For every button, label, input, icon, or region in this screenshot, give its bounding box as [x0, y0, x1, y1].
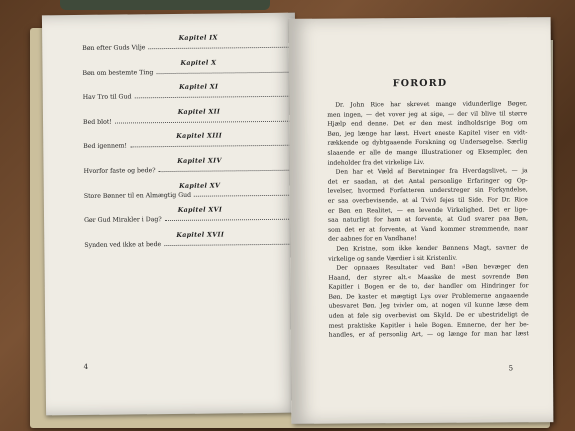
- text-line: rækkende og dybtgaaende Forskning og Undersøgelse. Særlig: [327, 138, 528, 148]
- leader-dots: [148, 47, 303, 50]
- table-of-contents: [82, 32, 316, 256]
- text-line: men ingen, — det vover jeg at sige, — der vil blive til større: [327, 109, 528, 119]
- text-line: Hjælp end denne. Det er den mest indholdsrige Bog om: [327, 119, 528, 128]
- foreword-text: [327, 99, 529, 340]
- chapter-title: Hvorfor faste og bede?: [83, 167, 156, 175]
- chapter-title: Bed blot!: [82, 118, 112, 126]
- text-line: ubesvaret Bøn. Jeg tvivler om, at nogen vil kunne læse dem: [328, 301, 529, 311]
- chapter-title: Store Bønner til en Almægtig Gud: [83, 191, 192, 200]
- text-line: Haand, der styrer alt.« Maaske de mest sovrende Bøn: [328, 272, 529, 282]
- toc-entry: [84, 180, 316, 207]
- toc-entry: [84, 205, 316, 232]
- text-line: Bøn, jeg længe har læst. Hvert eneste Kapitel viser en vidt-: [327, 129, 528, 138]
- text-line: uden at føle sig overbevist om Skyld. De er ubestrideligt de: [328, 311, 529, 320]
- text-line: som det er at forvente, at Vand kommer strømmende, naar: [328, 224, 529, 234]
- toc-entry: [83, 155, 315, 182]
- right-page: [289, 17, 554, 424]
- text-line: Bøn. De kaster et mægtigt Lys over Problemerne angaaende: [328, 292, 529, 301]
- leader-dots: [130, 145, 300, 148]
- chapter-title: Bed igennem!: [83, 142, 128, 151]
- toc-entry: [82, 57, 314, 84]
- leader-dots: [194, 194, 301, 196]
- chapter-heading: Kapitel XIV: [177, 156, 222, 165]
- toc-entry: [82, 32, 314, 59]
- leader-dots: [165, 219, 302, 221]
- text-line: er Bøn en Realitet, — en levende Virkelighed. Det er lige-: [327, 205, 528, 215]
- foreword-title: FORORD: [392, 77, 448, 90]
- text-line: Der opnaaes Resultater ved Bøn! »Bøn bevæger den: [336, 263, 529, 272]
- toc-entry: [83, 131, 315, 158]
- chapter-heading: Kapitel XI: [179, 82, 219, 92]
- chapter-heading: Kapitel XVII: [176, 230, 225, 239]
- chapter-heading: Kapitel X: [180, 58, 217, 67]
- text-line: Kapitler i Bogen er de to, der handler om Hindringer for: [328, 282, 529, 291]
- text-line: handles, er af personlig Art, — og længe for man har læst: [328, 330, 529, 339]
- leader-dots: [164, 243, 301, 245]
- chapter-heading: Kapitel XV: [179, 181, 221, 190]
- chapter-title: Hav Tro til Gud: [82, 93, 132, 102]
- text-line: Den har et Væld af Beretninger fra Hverdagslivet, — ja: [335, 167, 528, 176]
- toc-entry: [83, 106, 315, 133]
- chapter-title: Bøn efter Guds Vilje: [82, 44, 146, 52]
- chapter-heading: Kapitel XIII: [176, 131, 223, 141]
- text-line: saa naturligt for ham at forvente, at Gud svarer paa Bøn,: [327, 215, 529, 224]
- leader-dots: [156, 71, 303, 74]
- text-line: der aabnes for en Vandhane!: [328, 235, 417, 243]
- leader-dots: [115, 120, 300, 123]
- left-page: [42, 13, 299, 416]
- text-line: det er saadan, at det Antal personlige Erfaringer og Op-: [327, 177, 528, 186]
- background-object: [60, 0, 270, 10]
- text-line: Dr. John Rice har skrevet mange vidunderlige Bøger,: [335, 100, 528, 109]
- text-line: er saa overbevisende, at al Tvivl fejes til Side. For Dr. Rice: [327, 196, 528, 205]
- text-line: indeholder fra det virkelige Liv.: [327, 158, 425, 167]
- page-number: 4: [83, 362, 89, 371]
- page-number: 5: [508, 364, 514, 373]
- text-line: slaaende er alle de mange Illustrationer og Eksempler, den: [327, 148, 528, 157]
- toc-entry: [83, 82, 315, 109]
- text-line: mest praktiske Kapitler i hele Bogen. Emnerne, der her be-: [328, 320, 529, 330]
- chapter-heading: Kapitel XII: [177, 107, 221, 116]
- text-line: virkelige og sande Værdier i sit Kristenliv.: [328, 254, 458, 263]
- leader-dots: [159, 170, 301, 172]
- chapter-heading: Kapitel XVI: [177, 205, 223, 215]
- leader-dots: [134, 96, 300, 99]
- toc-entry: [84, 229, 316, 256]
- chapter-heading: Kapitel IX: [178, 33, 218, 42]
- chapter-title: Gør Gud Mirakler i Dag?: [84, 216, 162, 225]
- chapter-title: Synden ved ikke at bede: [84, 240, 162, 249]
- chapter-title: Bøn om bestemte Ting: [82, 68, 154, 77]
- text-line: Den Kristne, som ikke kender Bønnens Magt, savner de: [336, 244, 529, 253]
- text-line: levelser, hvormed Forfatteren understreger sin Forkyndelse,: [327, 186, 528, 195]
